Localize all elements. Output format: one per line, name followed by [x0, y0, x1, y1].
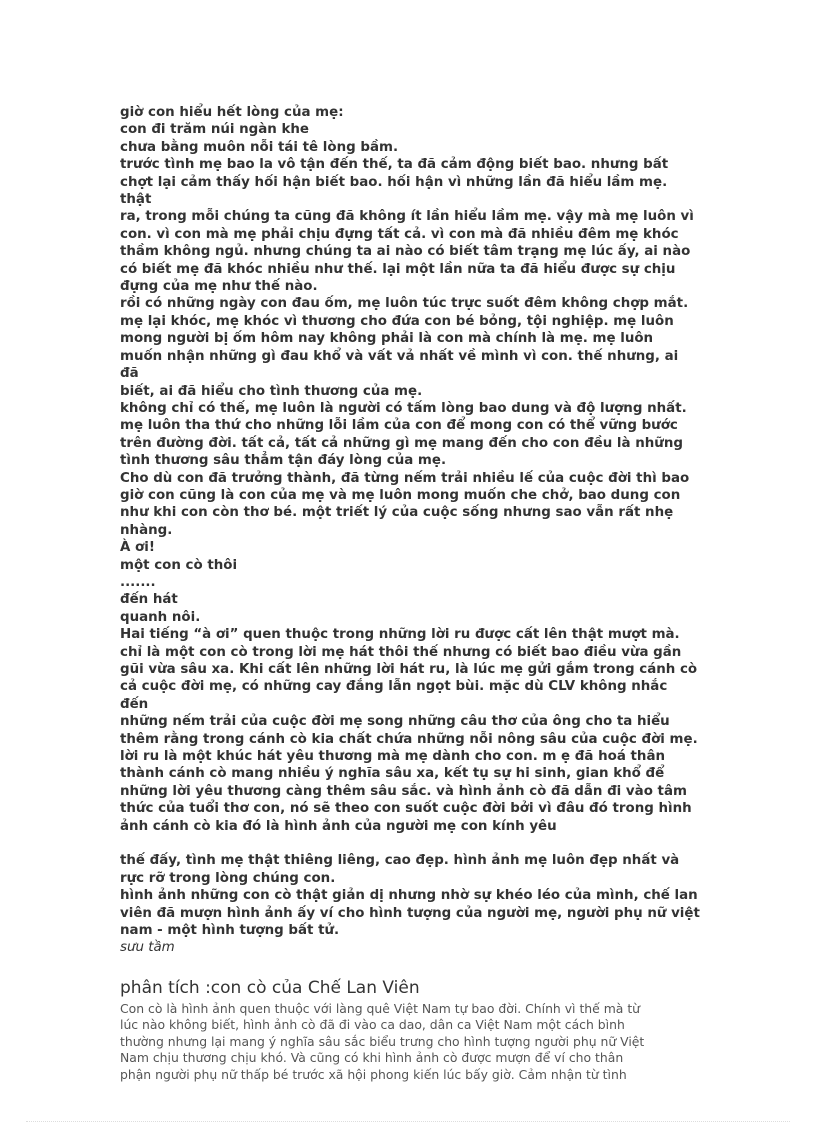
body-line: quanh nôi. [120, 609, 201, 625]
body-line: không chỉ có thế, mẹ luôn là người có tấm lòng bao dung và độ lượng nhất. [120, 400, 687, 416]
body-line: chưa bằng muôn nỗi tái tê lòng bầm. [120, 139, 399, 155]
body-line: ....... [120, 574, 156, 590]
section-title: phân tích :con cò của Chế Lan Viên [120, 977, 420, 998]
body-line: mong người bị ốm hôm nay không phải là con mà chính là mẹ. mẹ luôn [120, 331, 654, 347]
body-line: thế đấy, tình mẹ thật thiêng liêng, cao đẹp. hình ảnh mẹ luôn đẹp nhất và [120, 853, 680, 869]
signature: sưu tầm [120, 940, 175, 956]
body-line: À ơi! [120, 540, 155, 556]
body-line: ảnh cánh cò kia đó là hình ảnh của người mẹ con kính yêu [120, 818, 557, 834]
body-line: cả cuộc đời mẹ, có những cay đắng lẫn ngọt bùi. mặc dù CLV không nhắc đến [120, 679, 668, 712]
body-line: con đi trăm núi ngàn khe [120, 122, 310, 138]
body-line: chỉ là một con cò trong lời mẹ hát thôi thế nhưng có biết bao điều vừa gần [120, 644, 682, 660]
body-line: đựng của mẹ như thế nào. [120, 279, 318, 295]
body-line: thêm rằng trong cánh cò kia chất chứa những nỗi nông sâu của cuộc đời mẹ. [120, 731, 698, 747]
body-line: viên đã mượn hình ảnh ấy ví cho hình tượng của người mẹ, người phụ nữ việt [120, 905, 700, 921]
body-line: muốn nhận những gì đau khổ và vất vả nhất về mình vì con. thế nhưng, ai đã [120, 348, 679, 382]
body-line: gũi vừa sâu xa. Khi cất lên những lời hát ru, là lúc mẹ gửi gắm trong cánh cò [120, 662, 698, 677]
section-body [120, 1001, 700, 1083]
body-line: chợt lại cảm thấy hối hận biết bao. hối hận vì những lần đã hiểu lầm mẹ. thật [120, 174, 668, 208]
body-line: giờ con cũng là con của mẹ và mẹ luôn mong muốn che chở, bao dung con [120, 487, 681, 503]
body-line: hình ảnh những con cò thật giản dị nhưng nhờ sự khéo léo của mình, chế lan [120, 888, 698, 904]
body-line: nhàng. [120, 522, 173, 538]
body-line: những nếm trải của cuộc đời mẹ song những câu thơ của ông cho ta hiểu [120, 714, 670, 730]
body-line: ra, trong mỗi chúng ta cũng đã không ít lần hiểu lầm mẹ. vậy mà mẹ luôn vì [120, 209, 694, 225]
section-line: lúc nào không biết, hình ảnh cò đã đi vào ca dao, dân ca Việt Nam một cách bình [120, 1017, 625, 1033]
body-line [120, 835, 700, 852]
body-line: Cho dù con đã trưởng thành, đã từng nếm trải nhiều lế của cuộc đời thì bao [120, 470, 690, 486]
section-line: Con cò là hình ảnh quen thuộc với làng quê Việt Nam tự bao đời. Chính vì thế mà từ [120, 1000, 641, 1016]
section-line: thường nhưng lại mang ý nghĩa sâu sắc biểu trưng cho hình tượng người phụ nữ Việt [120, 1033, 645, 1049]
body-line: rồi có những ngày con đau ốm, mẹ luôn túc trực suốt đêm không chợp mắt. [120, 296, 689, 312]
essay-body [120, 104, 700, 939]
body-line: đến hát [120, 592, 178, 608]
body-line: thức của tuổi thơ con, nó sẽ theo con suốt cuộc đời bởi vì đâu đó trong hình [120, 801, 692, 817]
section-line: phận người phụ nữ thấp bé trước xã hội phong kiến lúc bấy giờ. Cảm nhận từ tình [120, 1066, 627, 1082]
body-line: tình thương sâu thẳm tận đáy lòng của mẹ. [120, 453, 447, 469]
body-line: thành cánh cò mang nhiều ý nghĩa sâu xa, kết tụ sự hi sinh, gian khổ để [120, 766, 665, 782]
body-line: mẹ lại khóc, mẹ khóc vì thương cho đứa con bé bỏng, tội nghiệp. mẹ luôn [120, 313, 674, 329]
body-line: Hai tiếng “à ơi” quen thuộc trong những lời ru được cất lên thật mượt mà. [120, 627, 680, 643]
body-line: lời ru là một khúc hát yêu thương mà mẹ dành cho con. m ẹ đã hoá thân [120, 749, 666, 765]
body-line: rực rỡ trong lòng chúng con. [120, 870, 336, 886]
body-line: một con cò thôi [120, 557, 238, 573]
body-line: mẹ luôn tha thứ cho những lỗi lầm của con để mong con có thể vững bước [120, 418, 678, 434]
body-line: như khi con còn thơ bé. một triết lý của cuộc sống nhưng sao vẫn rất nhẹ [120, 505, 674, 521]
page-bottom-rule [26, 1121, 790, 1122]
body-line: những lời yêu thương càng thêm sâu sắc. và hình ảnh cò đã dẫn đi vào tâm [120, 783, 687, 799]
body-line: trên đường đời. tất cả, tất cả những gì mẹ mang đến cho con đều là những [120, 435, 683, 451]
section-line: Nam chịu thương chịu khó. Và cũng có khi hình ảnh cò được mượn để ví cho thân [120, 1050, 624, 1066]
body-line: biết, ai đã hiểu cho tình thương của mẹ. [120, 383, 423, 399]
document-page [120, 104, 700, 1083]
body-line: trước tình mẹ bao la vô tận đến thế, ta đã cảm động biết bao. nhưng bất [120, 157, 669, 173]
body-line: nam - một hình tượng bất tử. [120, 923, 340, 939]
body-line: thầm không ngủ. nhưng chúng ta ai nào có biết tâm trạng mẹ lúc ấy, ai nào [120, 244, 691, 260]
body-line: con. vì con mà mẹ phải chịu đựng tất cả. vì con mà đã nhiều đêm mẹ khóc [120, 226, 679, 242]
body-line: giờ con hiểu hết lòng của mẹ: [120, 105, 344, 120]
body-line: có biết mẹ đã khóc nhiều như thế. lại một lần nữa ta đã hiểu được sự chịu [120, 261, 676, 277]
